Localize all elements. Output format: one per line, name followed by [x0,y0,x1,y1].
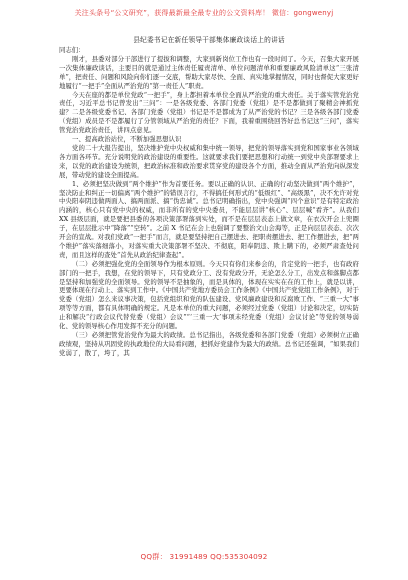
paragraph: （三）必须把管党治党作为最大的政绩。总书记指出，各级党委和各部门党委（党组）必须树立正确政绩观，坚持从巩固党的执政地位的大局看问题，把抓好党建作为最大的政绩。总书记还强调，“如果我们党弱了，散了，垮了，其 [59,331,359,357]
paragraph: 刚才，县委对部分干部进行了提拔和调整，大家到新岗位工作也有一段时间了。今天，召集大家开展一次集体廉政谈话，主要目的就是通过主体责任履责清单、单位问题清单和重要廉政风险清单这“三张清单”，把责任、问题和风险向你们逐一交底，帮助大家尽快、全面、真实地掌握情况，同时也督促大家更好地履行“一把手”全面从严治党的“第一责任人”职责。 [59,54,359,90]
paragraph: 今天在座的都是单位党政“一把手”，身上都担着本单位全面从严治党的重大责任。关于落实管党治党责任，习近平总书记曾发出“三问”：一是各级党委、各部门党委（党组）是不是都做到了聚精会神抓党建？二是各级党委书记、各部门党委（党组）书记是不是都成为了从严治党的书记？三是各级各部门党委（党组）成员是不是都履行了分管领域从严治党的责任？下面，我着重围绕回答好总书记这“三问”，落实管党治党政治责任，讲四点意见。 [59,90,359,135]
salutation: 同志们： [59,46,85,54]
footer-contact: QQ群： 31991489 QQ:535304092 [140,552,268,561]
document-page [59,36,359,544]
section-heading: 一、提高政治站位，不断加强思想认识 [72,135,182,144]
paragraph: （二）必须把强化党的全面领导作为根本原则。今天只有你们来参会的，肯定党的一把手，也有政府部门的一把手，我想，在党的领导下，只有党政分工、没有党政分开，无论怎么分工，出发点和落脚点都是坚持和加强党的全面领导。党的领导不是抽象的，而是具体的，体现在实实在在的工作上，就是以讲，更要体现在行动上、落实到工作中。《中国共产党地方委员会工作条例》《中国共产党党组工作条例》，对于党委（党组）怎么来议事决策，包括党组织和党的队伍建设、党风廉政建设和反腐败工作、“三重一大”事项等等方面，都有具体明确的规定。凡是本单位的重大问题，必须经过党委（党组）讨论和决定，切实防止和解决“行政会议代替党委（党组）会议”“‘三重一大’事项未经党委（党组）会议讨论”等党的领导弱化、党的领导核心作用发挥不充分的问题。 [59,259,359,331]
watermark-banner: 关注头条号“公文研究”，获得最新最全最专业的公文资料库！ 微信：gongwenyj [74,9,334,17]
document-title: 县纪委书记在新任领导干部集体廉政谈话上的讲话 [133,36,285,44]
paragraph: 1、必须把坚决做到“两个维护”作为首要任务。要以正确的认识、正确的行动坚决做到“两个维护”，坚决防止和纠正一切偏离“两个维护”的错误言行，不得搞任何形式的“低级红”、“高级黑”，决不允许对党中央阳奉阴违做两面人、搞两面派、搞“伪忠诚”。总书记明确指出，党中央强调“四个意识”是有特定政治内涵的，核心只有党中央的权威，而非所有的党中央委员，不能层层讲“核心”、层层喊“看齐”。从我们 XX 县级层面，就是要把县委的各项决策部署落到实处，而不是在层层表态上做文章，在衣次开会上兜圈子，在层层批示中“降落”“空转”。之前 X 书记在会上也强调了要整治文山会海等，正是向层层表态、次次开会的宣战。对我们党政“一把手”而言，就是要坚持把自己摆进去、把职责摆进去、把工作摆进去，把“两个维护”落实落细落小，对落实重大决策部署不坚决、不彻底，阳奉阴违、欺上瞒下的，必须严肃查处问责，而且这样的查处“首先从政治纪律查起”。 [59,179,359,259]
paragraph: 党的二十大报告提出，坚决维护党中央权威和集中统一领导，把党的领导落实到党和国家事业各领域各方面各环节。充分说明党的政治建设的重要性。这就要求我们要把思想和行动统一到党中央部署要求上来，以党的政治建设为统领，把政治标准和政治要求贯穿党的建设各个方面，推动全面从严治党向纵深发展，带动党的建设全面提高。 [59,143,359,179]
